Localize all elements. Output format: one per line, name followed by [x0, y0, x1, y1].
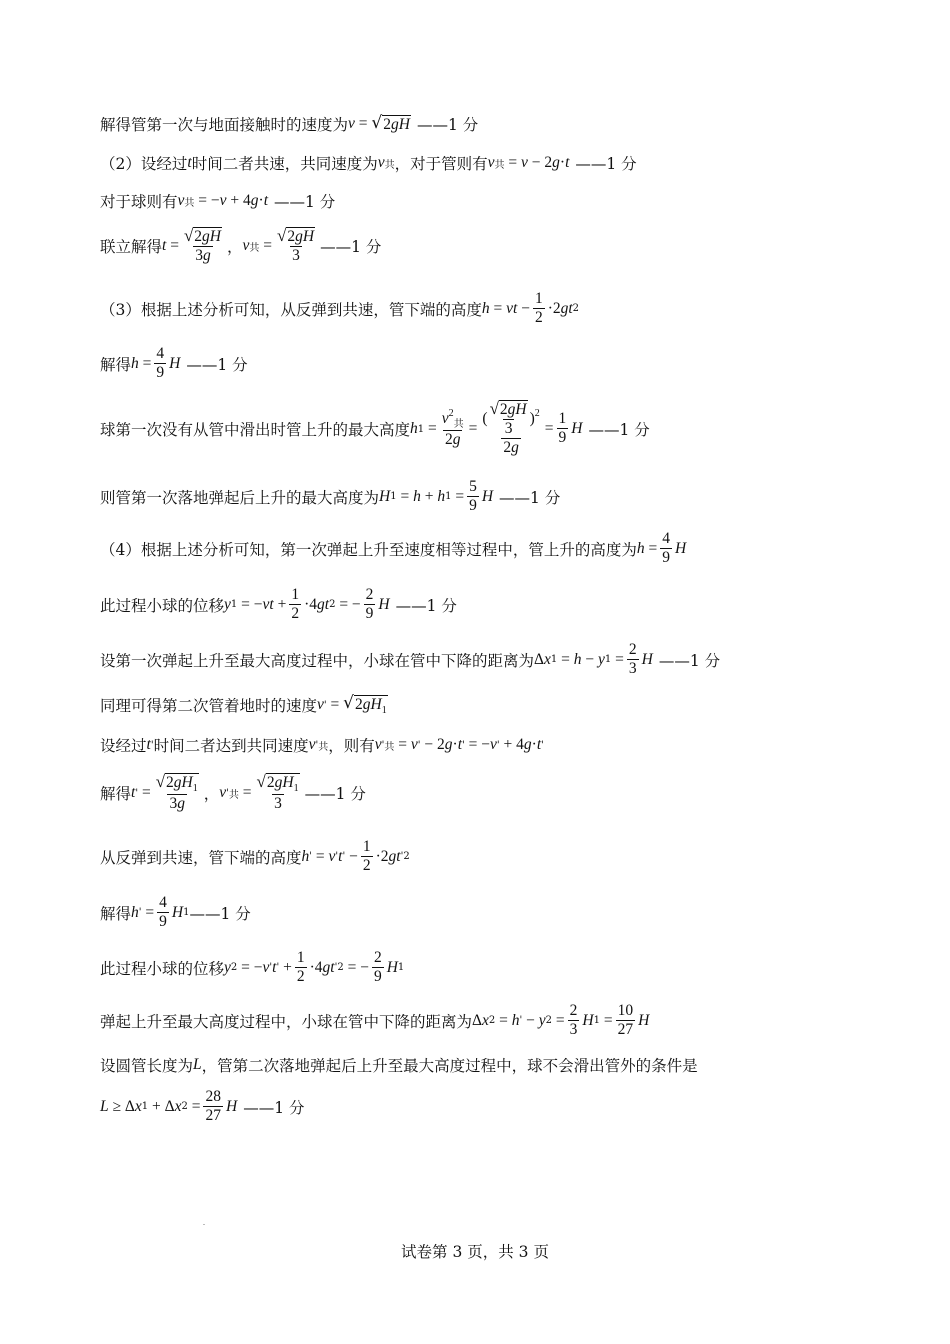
fraction: √ $2gH_1$ 3g [155, 772, 198, 812]
score: ——1 分 [243, 1098, 305, 1117]
fraction: √ 2gH 3g [183, 226, 221, 264]
text: 解得 [100, 904, 132, 923]
line-ball-displacement-y1: 此过程小球的位移 y 1 = − vt + $\frac{1}{2}$ ·4 gt 2 = − $\frac{2}{9}$ H ——1 分 [100, 586, 457, 622]
line-second-height: 从反弹到共速，管下端的高度 h ' = v ' t ' − $\frac{1}{2}$ ·2 gt '2 [100, 838, 410, 874]
text: ，对于管则有 [394, 155, 488, 173]
subscript: 共 [318, 741, 329, 753]
fraction: $\frac{5}{9}$ [469, 478, 477, 514]
text: 同理可得第二次管着地时的速度 [100, 697, 318, 715]
line-max-height-h1: 球第一次没有从管中滑出时管上升的最大高度 h 1 = $\frac{v^2_共}{2g}$ = ( √ 2gH 3 )$^2$ 2g = $\frac{1}{9}$ H ——1 分 [100, 399, 650, 457]
text: ，管第二次落地弹起后上升至最大高度过程中，球不会滑出管外的条件是 [201, 1057, 698, 1075]
page-footer: 试卷第 3 页，共 3 页 [401, 1243, 549, 1261]
fraction: ( √ 2gH 3 )$^2$ 2g [482, 399, 540, 457]
sqrt-formula: √ 2gH [371, 112, 410, 133]
score: ——1 分 [588, 421, 650, 439]
sqrt-formula: √ $2gH_1$ [343, 692, 387, 716]
subscript: 共 [184, 197, 195, 209]
text: 弹起上升至最大高度过程中，小球在管中下降的距离为 [100, 1012, 473, 1031]
text: 球第一次没有从管中滑出时管上升的最大高度 [100, 421, 411, 439]
fraction: $\frac{1}{2}$ [362, 838, 371, 874]
text: 则管第一次落地弹起后上升的最大高度为 [100, 488, 380, 507]
fraction: √ $2gH_1$ 3 [256, 772, 299, 812]
line-ball-velocity: 对于球则有 v 共 = − v + 4 g · t ——1 分 [100, 192, 336, 211]
score: ——1 分 [658, 651, 721, 670]
text: ， [227, 238, 243, 257]
text: 解得 [100, 355, 132, 374]
text: 时间二者达到共同速度 [153, 737, 309, 755]
fraction: $\frac{28}{27}$ [205, 1088, 221, 1124]
text: 设圆管长度为 [100, 1057, 194, 1075]
score: ——1 分 [395, 596, 457, 615]
fraction: $\frac{1}{9}$ [558, 410, 567, 447]
fraction: $\frac{4}{9}$ [159, 894, 167, 930]
text: 解得管第一次与地面接触时的速度为 [100, 116, 349, 134]
score: ——1 分 [575, 155, 637, 173]
line-second-common-velocity: 设经过 t ' 时间二者达到共同速度 v ' 共 ，则有 v ' 共 = v ' − 2 g · t ' = − v ' + 4 g · t ' [100, 736, 544, 755]
line-delta-x2: 弹起上升至最大高度过程中，小球在管中下降的距离为 Δ x 2 = h ' − y 2 = $\frac{2}{3}$ H 1 = $\frac{10}{27}$ H [100, 1002, 650, 1038]
line-second-landing-velocity: 同理可得第二次管着地时的速度 v ' = √ $2gH_1$ [100, 692, 387, 716]
subscript: 共 [453, 418, 464, 430]
text: 对于球则有 [100, 193, 178, 211]
text: ，则有 [328, 737, 375, 755]
line-part3-height: （3）根据上述分析可知，从反弹到共速，管下端的高度 h = vt − $\frac{1}{2}$ ·2 gt 2 [100, 290, 580, 326]
text: 从反弹到共速，管下端的高度 [100, 848, 302, 867]
subscript: 共 [249, 242, 260, 254]
subscript: 共 [384, 159, 395, 171]
fraction: $\frac{v^2_共}{2g}$ [441, 407, 464, 449]
text: （3）根据上述分析可知，从反弹到共速，管下端的高度 [100, 300, 482, 319]
text: 设第一次弹起上升至最大高度过程中，小球在管中下降的距离为 [100, 651, 535, 670]
line-part4-height: （4）根据上述分析可知，第一次弹起上升至速度相等过程中，管上升的高度为 h = $\frac{4}{9}$ H [100, 530, 687, 566]
fraction: $\frac{4}{9}$ [662, 530, 670, 566]
score: ——1 分 [274, 193, 336, 211]
text: 解得 [100, 785, 132, 804]
line-tube-length-condition [100, 1054, 698, 1076]
variable: L [193, 1056, 202, 1073]
fraction: $\frac{1}{2}$ [296, 949, 305, 985]
fraction: $\frac{2}{9}$ [373, 949, 382, 985]
text: （4）根据上述分析可知，第一次弹起上升至速度相等过程中，管上升的高度为 [100, 540, 637, 559]
line-max-height-H1: 则管第一次落地弹起后上升的最大高度为 H 1 = h + h 1 = $\frac{5}{9}$ H ——1 分 [100, 478, 561, 514]
fraction: $\frac{10}{27}$ [617, 1002, 634, 1038]
text: ， [203, 785, 220, 804]
subscript: 共 [228, 789, 239, 801]
text: 时间二者共速，共同速度为 [191, 155, 378, 173]
line-solve-t: 联立解得 t = √ 2gH 3g ， v 共 = √ 2gH 3 ——1 分 [100, 226, 382, 264]
fraction: √ 2gH 3 [277, 226, 315, 264]
line-ball-displacement-y2: 此过程小球的位移 y 2 = − v ' t ' + $\frac{1}{2}$ ·4 gt '2 = − $\frac{2}{9}$ H 1 [100, 949, 405, 985]
line-part2-common-velocity: （2）设经过 t 时间二者共速，共同速度为 v 共 ，对于管则有 v 共 = v − 2 g · t ——1 分 [100, 154, 637, 173]
fraction: $\frac{2}{3}$ [569, 1002, 578, 1038]
subscript: 共 [384, 741, 395, 753]
scan-dot [203, 1224, 205, 1225]
text: 联立解得 [100, 238, 163, 257]
score: ——1 分 [499, 488, 561, 507]
fraction: $\frac{2}{9}$ [365, 586, 374, 622]
score: ——1 分 [416, 116, 479, 134]
text: 设经过 [100, 737, 147, 755]
line-solve-t-prime: 解得 t ' = √ $2gH_1$ 3g ， v ' 共 = √ $2gH_1$ 3 ——1 分 [100, 772, 366, 812]
text: （2）设经过 [100, 155, 188, 173]
fraction: $\frac{4}{9}$ [156, 345, 165, 381]
fraction: $\frac{2}{3}$ [628, 641, 637, 677]
score: ——1 分 [320, 238, 382, 257]
fraction: $\frac{1}{2}$ [534, 290, 543, 326]
text: 此过程小球的位移 [100, 959, 225, 978]
subscript: 共 [494, 159, 505, 171]
line-velocity-first-contact: 解得管第一次与地面接触时的速度为 v = √ 2gH ——1 分 [100, 112, 479, 134]
fraction: $\frac{1}{2}$ [291, 586, 300, 622]
text: 此过程小球的位移 [100, 596, 225, 615]
line-solve-h-prime: 解得 h ' = $\frac{4}{9}$ H 1 ——1 分 [100, 894, 251, 930]
score: ——1 分 [189, 904, 251, 923]
line-final-answer: L ≥ Δ x 1 + Δ x 2 = $\frac{28}{27}$ H ——1 分 [100, 1088, 305, 1124]
line-delta-x1: 设第一次弹起上升至最大高度过程中，小球在管中下降的距离为 Δ x 1 = h − y 1 = $\frac{2}{3}$ H ——1 分 [100, 641, 721, 677]
score: ——1 分 [186, 355, 248, 374]
score: ——1 分 [304, 785, 366, 804]
line-solve-h: 解得 h = $\frac{4}{9}$ H ——1 分 [100, 345, 248, 381]
